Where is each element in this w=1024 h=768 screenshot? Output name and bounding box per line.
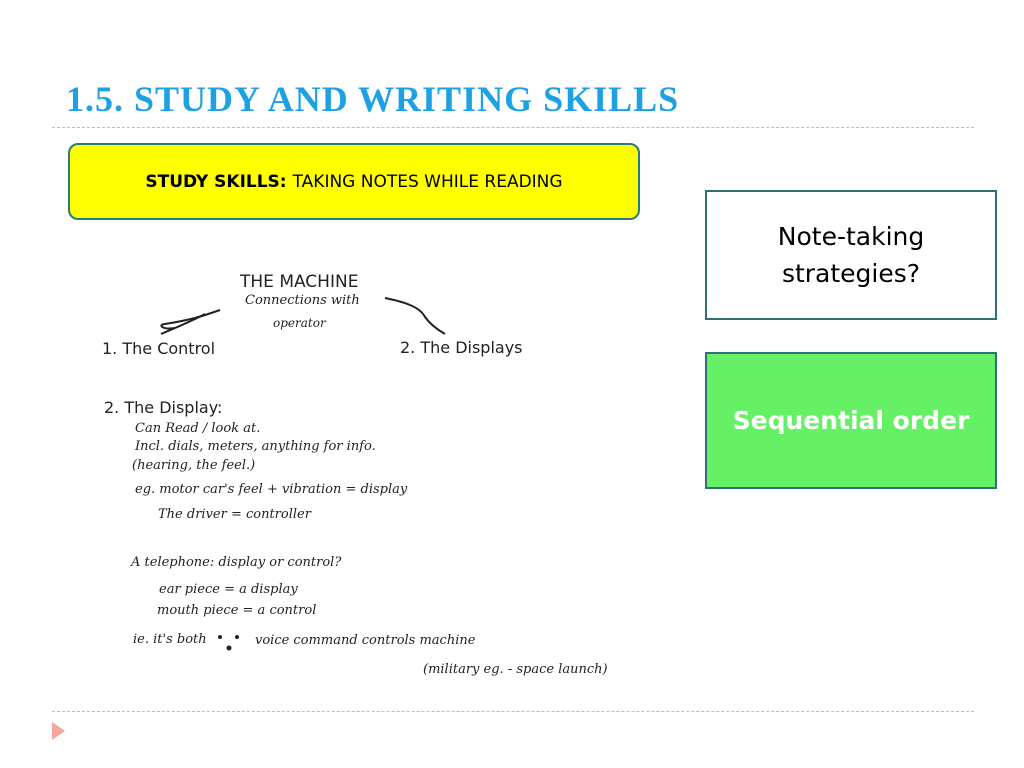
notes-line: (hearing, the feel.) <box>132 458 256 473</box>
notes-item-control: 1. The Control <box>102 339 216 358</box>
slide-title: 1.5. STUDY AND WRITING SKILLS <box>66 79 680 119</box>
notes-line: The driver = controller <box>158 507 311 522</box>
handwritten-notes-image <box>95 262 625 692</box>
note-taking-box <box>705 190 997 320</box>
notes-line: Can Read / look at. <box>135 421 261 436</box>
notes-heading: THE MACHINE <box>240 272 359 292</box>
notes-line: ear piece = a display <box>159 582 298 597</box>
notes-line: eg. motor car's feel + vibration = display <box>135 482 408 497</box>
sequential-order-box <box>705 352 997 489</box>
banner-label-bold: STUDY SKILLS: <box>145 171 287 192</box>
study-skills-banner <box>68 143 640 220</box>
notes-operator: operator <box>273 316 326 330</box>
notes-display-heading: 2. The Display: <box>104 398 223 417</box>
notes-line: mouth piece = a control <box>157 603 317 618</box>
notes-line: Incl. dials, meters, anything for info. <box>135 439 376 454</box>
top-divider <box>52 127 974 128</box>
notes-connector-lines <box>95 262 625 692</box>
notes-line: voice command controls machine <box>255 633 476 648</box>
note-taking-text: Note-taking strategies? <box>777 222 925 288</box>
notes-line: (military eg. - space launch) <box>423 662 608 677</box>
sequential-order-text: Sequential order <box>732 406 970 435</box>
banner-label-text: TAKING NOTES WHILE READING <box>292 171 563 192</box>
notes-line: A telephone: display or control? <box>131 555 342 570</box>
triangle-bullet-icon <box>52 722 65 740</box>
notes-item-displays: 2. The Displays <box>400 338 523 357</box>
notes-subheading: Connections with <box>245 293 360 308</box>
notes-line: ie. it's both <box>133 632 207 647</box>
bottom-divider <box>52 711 974 712</box>
